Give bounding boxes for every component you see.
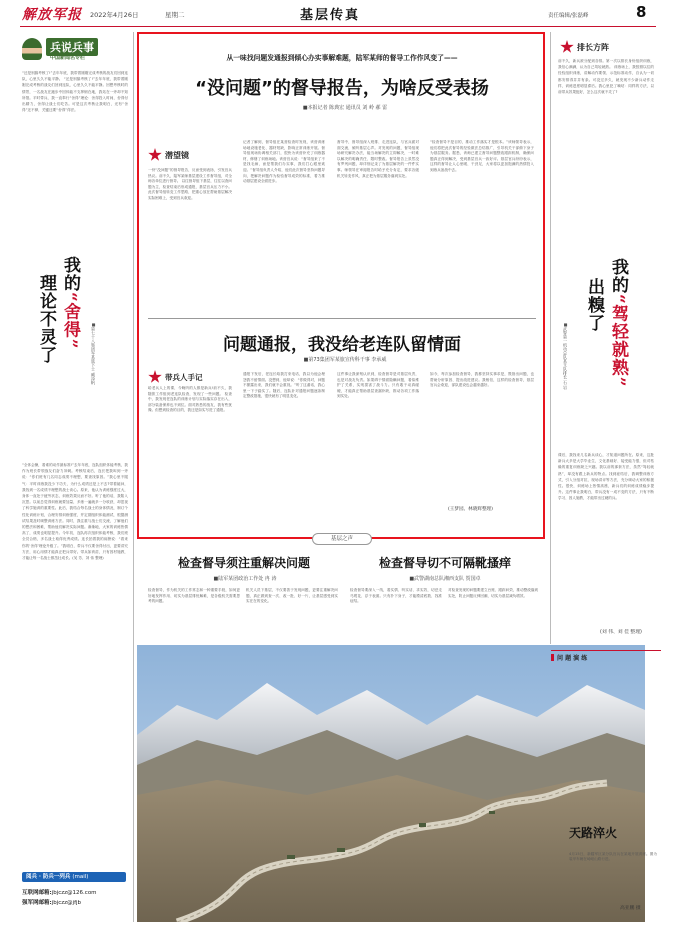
drill-credit: 高亚鹏 摄 [620,906,641,911]
mid-col-2: 通报下发后，老连长给我打来电话，我以为他会埋怨我不留情面。没想到，他却说：“你做得对，问题不暴露出来，我们就不会重视。”听了这番话，我心里一下子踏实了。随后，连队针对通报问题逐条制定整改措施，很快就有了明显变化。 [243,372,325,399]
story-kicker: 从一味找问题发通报到倾心办实事解难题，陆军某师的督导工作作风变了—— [226,54,458,62]
right-essay-title [580,258,650,454]
left-title-line2: 理论不灵了 [36,274,56,364]
mid-col-3: 这件事让我深刻认识到，检查督导是对基层负责，也是对战友负责。如果碍于情面隐瞒问题，看似维护了关系，实则损害了战斗力。只有敢于动真碰硬，才能真正帮助基层查漏补缺，推动各项工作落到实处。 [337,372,419,399]
story-headline: “没问题”的督导报告，为啥反受表扬 [195,78,489,99]
brand-subtitle: 中国新闻名专栏 [50,55,86,61]
divider-right [550,32,551,644]
right-comment-col-1: 检查督导要深入一线，看实情、听实话、求实效，切忌走马观花、浮于表面。只有扑下身子，才能摸清底数、找准症结。 [350,588,442,604]
newspaper-logo: 解放军报 [22,7,82,23]
left-comment-author: ■陆军某团政治工作处 冉 涛 [213,576,277,582]
pill-jicengzhisheng: 基层之声 [312,533,372,545]
star-icon [560,40,574,54]
footer-email-2: 强军网邮箱:jbjczz@jfjb [22,900,82,906]
drill-caption: 4月15日，新疆军区某分队官兵在某地开展训练。图为装甲车辆在崎岖山路行进。 [569,852,657,862]
footer-email-1: 互联网邮箱:jbjczz@126.com [22,890,97,896]
left-essay-intro: “还是别搞考核了!”去年年底，我带着刚刚完成考核的战友们回到连队，心里久久不能平静。 “还是别搞考核了!”去年年底，我带着刚刚完成考核的战友们回到连队，心里久久不能平静。回想考核时的情景，一名战友在跑步中因体能不支摔倒在地，我站在一旁却不知所措。平时带兵，我一直奉行“舍得”理论：舍得投入时间，舍得付出精力，舍得让战士们吃苦。可是这次考核让我明白，光有“舍得”还不够，关键还要“舍得”得法。 [22,71,128,113]
brand-title: 兵说兵事 [46,38,98,56]
drill-section-title: 问 题 演 练 [557,655,588,662]
drill-section-header [551,650,661,662]
footer-tag-pill: 阅兵 · 防兵一列兵 (mail) [22,872,126,882]
left-comment-title: 检查督导须注重解决问题 [177,556,310,570]
drill-title-box [565,822,657,848]
story-col-3: 督导中，督导组深入班排、走进连队，与官兵面对面交流，倾听基层心声。对发现的问题，督导组现场研究解决办法，能当场解决的立即解决，一时难以解决的明确责任、限时整改。督导报告上虽然没有罗列问题，却详细记录了为基层解决的一件件实事。师领导在审阅报告时给予充分肯定，要求各级机关转变作风，真正把为基层服务落到实处。 [337,140,419,178]
section-title: 基层传真 [300,8,361,23]
page-number: 8 [636,3,647,21]
story-col-4: “检查督导不是目的，推动工作落实才是根本。”该师领导表示，他们将把此次督导的经验做法总结推广，引导机关干部俯下身子为基层服务。据悉，该师已建立督导问题整改跟踪机制，确保问题真正得到解决，受到基层官兵一致好评。基层官兵纷纷表示，这样的督导让人心里暖、干劲足，大家将以更加饱满的热情投入到练兵备战中去。 [430,140,534,172]
story-col-2: 记者了解到，督导组在某营检查时发现，该营训练场地设施老化、器材短缺，影响正常训练开展。督导组现场协调相关部门，很快为该营补充了训练器材，修缮了训练场地。该营官兵说：“督导组来了不是找毛病，而是帮我们办实事，我们打心眼里欢迎。”督导组负责人介绍，他们此次督导坚持问题导向，把解决问题作为检验督导成效的标准，着力推动基层建设全面进步。 [243,140,325,184]
drill-marker [551,654,554,661]
left-footer [22,872,128,922]
right-essay-byline: ■武警第一机动总队某支队排长 石 岩 [563,322,568,390]
mid-byline: ■第73集团军某旅宣传科干事 李承威 [303,357,387,363]
right-essay-body: 课后，我找来几名新兵谈心，才知道问题所在。原来，这批新兵大多是大学毕业生，文化基础好、接受能力强，但对枯燥的重复训练缺乏兴趣。我以前的那套方法，虽然“驾轻就熟”，却没有跟上新兵的特点。找到症结后，我调整训练方式，引入分组对抗、现场讲评等方法，充分调动大家的积极性。很快，训练场上热情高涨，新兵们的训练成绩稳步提升。这件事让我明白，带兵没有一成不变的方法，只有不断学习、因人施教，才能带出过硬的兵。 [558,453,654,501]
mid-headline: 问题通报，我没给老连队留情面 [223,335,461,355]
star-icon [148,148,162,162]
masthead [0,0,675,32]
badge-qianwangjing: 潜望镜 [148,148,189,162]
badge-daibingren: 带兵人手记 [148,370,203,384]
story-byline: ■本报记者 陈典宏 通讯员 刘 岭 郝 雷 [302,105,388,111]
story-col-1: 一份“没问题”的督导报告，反而受到表扬，引发官兵热议。前不久，陆军某师基层建设工作督导组，对全师各单位进行督导。 以往督导组下基层，往往以查问题为主，检查结束后形成通报，基层官兵压力不小。此次督导组转变工作思路，把重心放在帮助基层解决实际困难上，受到官兵欢迎。 [148,168,232,200]
star-icon [148,370,162,384]
mid-col-4: 如今，每次参加检查督导，我都坚持实事求是，既指出问题，也帮助分析原因、提出改进建议。我相信，这样的检查督导，基层官兵会欢迎，部队建设也会越来越好。 [430,372,534,388]
soldier-icon [22,38,42,60]
left-essay-body: “全体会操，看谁的动作最标准!”去年年底，连队组织体能考核，我作为班长带领战友们奋力冲刺。考核结束后，连长把我叫到一旁说：“你们班有几名同志成绩不理想，要查找原因。”我心里不服气：平时训练我没少下功夫，为什么成绩还是上不去?带着疑问，我找到一名成绩不理想的战士谈心。原来，他认为训练强度过大，身体一直处于疲劳状态，训练效果反而不好。听了他的话，我陷入沉思。以前总觉得训练就要加量，多练一遍就多一分收获，却忽视了科学施训的重要性。此后，我结合每名战士的身体情况，制订个性化训练计划，合理安排训练强度，并定期组织体能测试，根据测试结果及时调整训练方法。同时，我注重与战士们交流，了解他们的想法和困难，帮助他们解决实际问题。渐渐地，大家的训练热情高了，成绩也明显提升。今年初，连队再次组织体能考核，我们班全员合格，多名战士取得优秀成绩。连长拍着我的肩膀说：“看来你的‘舍得’理论升级了。”我明白，带兵不仅要舍得付出，更要讲究方法，用心用情才能真正把兵带好。带兵如育苗，只有因材施教，才能让每一名战士都茁壮成长。(吴 芳、刘 伟 整理) [22,463,128,561]
divider-left [133,32,134,922]
page-editor: 责任编辑/张磊峰 [548,13,589,19]
drill-title: 天路淬火 [569,826,618,840]
left-essay-byline: ■第七十八集团军某旅下士 臧添帆 [91,322,96,385]
right-comment-col-2: 对检查发现的问题要建立台账、跟踪问效，推动整改落到实处，防止问题反弹回潮，切实为基层减负增效。 [448,588,538,598]
issue-date: 2022年4月26日 [90,11,139,19]
masthead-rule [20,26,656,27]
right-signature: (刘 伟、刘 佳 整理) [600,630,642,635]
left-comment-col-1: 检查督导，作为机关的工作常态和一种重要手段，如何更好地发挥作用、切实为基层排忧解难，是各级机关需要思考的问题。 [148,588,240,604]
right-title-line1: 我的“驾轻就熟” [608,258,628,388]
left-essay-title [28,256,98,452]
right-comment-author: ■武警湖南总队湘西支队 贺国卓 [409,576,481,582]
badge-paizhangfangzhen: 排长方阵 [560,40,609,54]
right-comment-title: 检查督导切不可隔靴搔痒 [378,556,511,570]
divider-top-story [148,318,536,319]
column-brand [22,36,126,64]
mid-col-1: 给老兵人上的课，今晚听的人都是新兵!前不久，我随旅工作组到老连队检查，发现了一些问题。 检查中，我发现老连队的训练计划与实际落实存在出入，部分装备保养也不到位。面对熟悉的战友，我有些犹豫。但想到检查的目的，我还是如实写进了通报。 [148,386,232,413]
mid-signature: (王梦园、林晓辉整理) [448,507,493,512]
right-essay-intro: 前不久，新兵被分配到各排。第一次以排长身份组织训练，我信心满满，认为自己驾轻就熟。 训练场上，我按照以往的经验组织训练，讲解动作要领、示范标准动作，自认为一切都安排得井井有条。可没过多久，就发现不少新兵动作走样，训练进度明显滞后。我心里犯了嘀咕：同样的方法，以前带兵效果挺好，怎么这次就不灵了? [558,59,654,95]
issue-weekday: 星期二 [165,11,185,19]
left-title-line1: 我的“舍得” [60,256,80,350]
right-title-line2: 出糗了 [584,278,604,332]
left-comment-col-2: 机关人员下基层，不仅要善于发现问题，更要注重解决问题，真正做到查一次、改一批、好一片，让基层感受到实实在在的变化。 [246,588,338,604]
